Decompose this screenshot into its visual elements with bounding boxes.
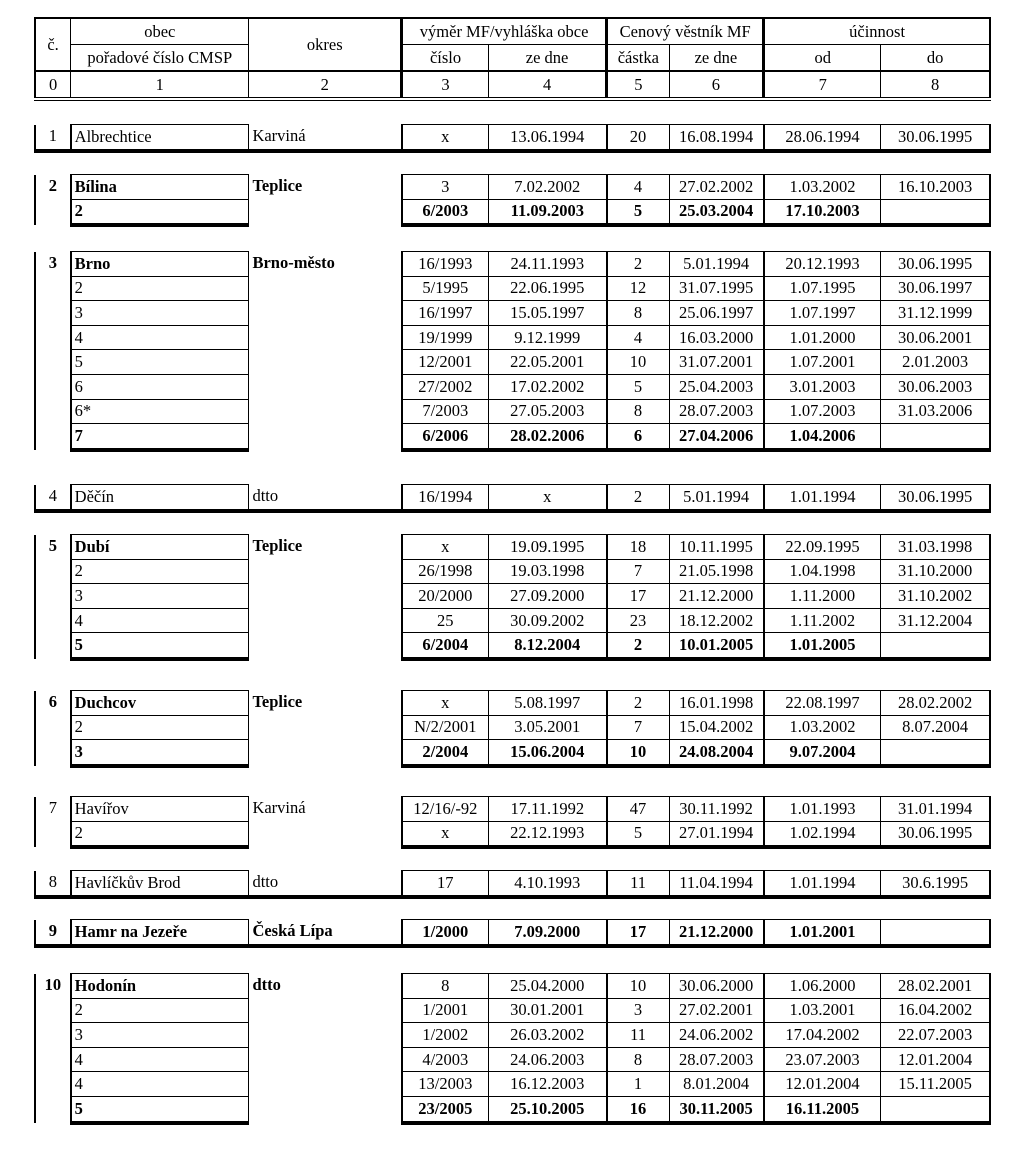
decree-number: 12/2001 [402, 350, 489, 375]
decree-date: 22.06.1995 [489, 276, 607, 301]
valid-to: 31.01.1994 [881, 797, 990, 822]
bulletin-part: 3 [607, 998, 669, 1023]
bulletin-part: 8 [607, 399, 669, 424]
decree-number: 1/2000 [402, 920, 489, 946]
table-row [35, 252, 990, 277]
valid-from: 23.07.2003 [764, 1047, 881, 1072]
municipality-name: Brno [71, 252, 249, 277]
bulletin-part: 10 [607, 350, 669, 375]
decree-number: 6/2003 [402, 199, 489, 225]
bulletin-part: 11 [607, 1023, 669, 1048]
valid-from: 1.07.2003 [764, 399, 881, 424]
sequence-number: 3 [71, 584, 249, 609]
group-number: 2 [35, 175, 71, 226]
bulletin-date: 24.06.2002 [669, 1023, 764, 1048]
header-poradove-cislo: pořadové číslo CMSP [71, 45, 249, 72]
bulletin-date: 25.04.2003 [669, 374, 764, 399]
sequence-number: 2 [71, 559, 249, 584]
bulletin-part: 10 [607, 974, 669, 999]
valid-from: 9.07.2004 [764, 740, 881, 766]
valid-to [881, 920, 990, 946]
valid-from: 17.04.2002 [764, 1023, 881, 1048]
bulletin-part: 5 [607, 821, 669, 847]
valid-from: 1.01.1994 [764, 871, 881, 897]
group-number: 1 [35, 125, 71, 151]
valid-to: 31.12.1999 [881, 301, 990, 326]
decree-date: 15.06.2004 [489, 740, 607, 766]
bulletin-date: 25.06.1997 [669, 301, 764, 326]
valid-from: 1.04.1998 [764, 559, 881, 584]
municipality-name: Havlíčkův Brod [71, 871, 249, 897]
bulletin-date: 30.06.2000 [669, 974, 764, 999]
valid-from: 1.03.2002 [764, 175, 881, 200]
group-table [34, 484, 991, 513]
bulletin-part: 2 [607, 633, 669, 659]
bulletin-part: 23 [607, 608, 669, 633]
table-row [35, 374, 990, 399]
bulletin-date: 5.01.1994 [669, 252, 764, 277]
decree-date: 28.02.2006 [489, 424, 607, 450]
sequence-number: 2 [71, 821, 249, 847]
valid-to: 30.06.2001 [881, 325, 990, 350]
header-od: od [764, 45, 881, 72]
decree-date: 3.05.2001 [489, 715, 607, 740]
table-row [35, 485, 990, 511]
header-index: 3 [402, 71, 489, 99]
valid-from: 1.07.1997 [764, 301, 881, 326]
bulletin-part: 6 [607, 424, 669, 450]
table-row [35, 399, 990, 424]
decree-number: 2/2004 [402, 740, 489, 766]
table-row [35, 584, 990, 609]
group-table [34, 796, 991, 849]
table-row [35, 276, 990, 301]
valid-to: 30.06.1995 [881, 125, 990, 151]
header-ze-dne-2: ze dne [669, 45, 764, 72]
decree-date: 24.06.2003 [489, 1047, 607, 1072]
decree-number: 25 [402, 608, 489, 633]
valid-to: 15.11.2005 [881, 1072, 990, 1097]
bulletin-part: 47 [607, 797, 669, 822]
group-number: 8 [35, 871, 71, 897]
valid-from: 1.11.2002 [764, 608, 881, 633]
group-table [34, 870, 991, 899]
valid-from: 1.02.1994 [764, 821, 881, 847]
valid-to [881, 740, 990, 766]
decree-number: 5/1995 [402, 276, 489, 301]
valid-from: 1.07.2001 [764, 350, 881, 375]
valid-to: 28.02.2001 [881, 974, 990, 999]
table-row [35, 350, 990, 375]
valid-to: 31.10.2002 [881, 584, 990, 609]
decree-date: 25.04.2000 [489, 974, 607, 999]
bulletin-part: 4 [607, 325, 669, 350]
decree-number: 4/2003 [402, 1047, 489, 1072]
valid-from: 1.01.2000 [764, 325, 881, 350]
bulletin-date: 5.01.1994 [669, 485, 764, 511]
table-row [35, 125, 990, 151]
bulletin-part: 18 [607, 535, 669, 560]
decree-date: 17.02.2002 [489, 374, 607, 399]
valid-to: 31.10.2000 [881, 559, 990, 584]
header-index: 1 [71, 71, 249, 99]
municipality-name: Hodonín [71, 974, 249, 999]
table-row [35, 1096, 990, 1122]
valid-from: 1.01.1993 [764, 797, 881, 822]
valid-to: 30.06.1997 [881, 276, 990, 301]
header-ucinnost: účinnost [764, 18, 990, 45]
valid-to: 30.6.1995 [881, 871, 990, 897]
bulletin-date: 25.03.2004 [669, 199, 764, 225]
header-col-number: č. [35, 18, 71, 71]
valid-to [881, 199, 990, 225]
decree-number: x [402, 535, 489, 560]
sequence-number: 3 [71, 1023, 249, 1048]
decree-date: 25.10.2005 [489, 1096, 607, 1122]
group-table [34, 124, 991, 153]
bulletin-date: 27.02.2002 [669, 175, 764, 200]
valid-from: 1.03.2001 [764, 998, 881, 1023]
valid-to: 30.06.1995 [881, 485, 990, 511]
decree-date: 15.05.1997 [489, 301, 607, 326]
bulletin-date: 27.02.2001 [669, 998, 764, 1023]
bulletin-part: 7 [607, 715, 669, 740]
table-row [35, 301, 990, 326]
decree-date: 26.03.2002 [489, 1023, 607, 1048]
decree-number: 16/1994 [402, 485, 489, 511]
valid-to: 16.04.2002 [881, 998, 990, 1023]
sequence-number: 2 [71, 276, 249, 301]
group-number: 9 [35, 920, 71, 946]
bulletin-part: 2 [607, 691, 669, 716]
sequence-number: 5 [71, 350, 249, 375]
municipality-name: Duchcov [71, 691, 249, 716]
bulletin-date: 21.12.2000 [669, 584, 764, 609]
table-row [35, 740, 990, 766]
header-index: 0 [35, 71, 71, 99]
bulletin-part: 2 [607, 252, 669, 277]
bulletin-part: 16 [607, 1096, 669, 1122]
decree-number: 16/1993 [402, 252, 489, 277]
decree-number: 1/2002 [402, 1023, 489, 1048]
group-number: 5 [35, 535, 71, 659]
decree-number: x [402, 691, 489, 716]
decree-date: 13.06.1994 [489, 125, 607, 151]
sequence-number: 6 [71, 374, 249, 399]
valid-to [881, 424, 990, 450]
decree-date: 16.12.2003 [489, 1072, 607, 1097]
group-table [34, 174, 991, 227]
bulletin-part: 20 [607, 125, 669, 151]
group-table [34, 919, 991, 948]
group-number: 6 [35, 691, 71, 766]
table-row [35, 974, 990, 999]
decree-number: 20/2000 [402, 584, 489, 609]
header-index: 7 [764, 71, 881, 99]
bulletin-part: 5 [607, 374, 669, 399]
decree-date: 11.09.2003 [489, 199, 607, 225]
header-index: 5 [607, 71, 669, 99]
valid-from: 1.01.1994 [764, 485, 881, 511]
decree-number: 1/2001 [402, 998, 489, 1023]
district-name: Brno-město [249, 252, 402, 450]
decree-number: x [402, 821, 489, 847]
decree-date: 19.09.1995 [489, 535, 607, 560]
header-index: 6 [669, 71, 764, 99]
header-table [34, 17, 991, 101]
group-number: 4 [35, 485, 71, 511]
decree-date: 8.12.2004 [489, 633, 607, 659]
sequence-number: 4 [71, 1047, 249, 1072]
decree-date: 27.09.2000 [489, 584, 607, 609]
decree-date: 19.03.1998 [489, 559, 607, 584]
decree-date: 4.10.1993 [489, 871, 607, 897]
bulletin-date: 16.08.1994 [669, 125, 764, 151]
bulletin-part: 10 [607, 740, 669, 766]
decree-date: 5.08.1997 [489, 691, 607, 716]
header-castka: částka [607, 45, 669, 72]
valid-from: 12.01.2004 [764, 1072, 881, 1097]
decree-date: 30.09.2002 [489, 608, 607, 633]
municipality-name: Hamr na Jezeře [71, 920, 249, 946]
decree-number: 3 [402, 175, 489, 200]
group-table [34, 973, 991, 1125]
valid-to: 8.07.2004 [881, 715, 990, 740]
header-cenovy-vestnik: Cenový věstník MF [607, 18, 764, 45]
bulletin-date: 10.01.2005 [669, 633, 764, 659]
bulletin-part: 8 [607, 1047, 669, 1072]
decree-number: 17 [402, 871, 489, 897]
district-name: Teplice [249, 175, 402, 226]
table-row [35, 1023, 990, 1048]
district-name: Teplice [249, 535, 402, 659]
district-name: Karviná [249, 125, 402, 151]
valid-to: 2.01.2003 [881, 350, 990, 375]
bulletin-date: 30.11.2005 [669, 1096, 764, 1122]
sequence-number: 4 [71, 608, 249, 633]
valid-to: 30.06.1995 [881, 821, 990, 847]
valid-to: 31.03.1998 [881, 535, 990, 560]
valid-to [881, 1096, 990, 1122]
municipality-name: Albrechtice [71, 125, 249, 151]
bulletin-date: 31.07.2001 [669, 350, 764, 375]
bulletin-part: 12 [607, 276, 669, 301]
table-row [35, 1047, 990, 1072]
bulletin-part: 2 [607, 485, 669, 511]
valid-to: 30.06.1995 [881, 252, 990, 277]
group-number: 10 [35, 974, 71, 1123]
valid-to: 12.01.2004 [881, 1047, 990, 1072]
decree-date: 7.02.2002 [489, 175, 607, 200]
decree-number: 13/2003 [402, 1072, 489, 1097]
valid-from: 1.04.2006 [764, 424, 881, 450]
header-okres: okres [249, 18, 402, 71]
table-row [35, 1072, 990, 1097]
municipality-name: Dubí [71, 535, 249, 560]
valid-to: 31.12.2004 [881, 608, 990, 633]
decree-date: 22.05.2001 [489, 350, 607, 375]
header-index: 8 [881, 71, 990, 99]
table-row [35, 175, 990, 200]
bulletin-part: 7 [607, 559, 669, 584]
bulletin-part: 11 [607, 871, 669, 897]
bulletin-date: 16.03.2000 [669, 325, 764, 350]
header-index: 2 [249, 71, 402, 99]
bulletin-part: 5 [607, 199, 669, 225]
header-ze-dne-1: ze dne [489, 45, 607, 72]
sequence-number: 6* [71, 399, 249, 424]
bulletin-date: 8.01.2004 [669, 1072, 764, 1097]
sequence-number: 2 [71, 199, 249, 225]
district-name: dtto [249, 871, 402, 897]
table-row [35, 691, 990, 716]
group-number: 7 [35, 797, 71, 848]
table-row [35, 325, 990, 350]
municipality-name: Děčín [71, 485, 249, 511]
table-row [35, 633, 990, 659]
valid-from: 3.01.2003 [764, 374, 881, 399]
valid-from: 17.10.2003 [764, 199, 881, 225]
table-row [35, 871, 990, 897]
decree-number: 23/2005 [402, 1096, 489, 1122]
valid-to [881, 633, 990, 659]
valid-from: 1.07.1995 [764, 276, 881, 301]
bulletin-part: 4 [607, 175, 669, 200]
valid-from: 22.08.1997 [764, 691, 881, 716]
bulletin-part: 17 [607, 920, 669, 946]
bulletin-date: 24.08.2004 [669, 740, 764, 766]
sequence-number: 4 [71, 325, 249, 350]
bulletin-date: 15.04.2002 [669, 715, 764, 740]
decree-date: x [489, 485, 607, 511]
bulletin-date: 30.11.1992 [669, 797, 764, 822]
sequence-number: 2 [71, 715, 249, 740]
decree-date: 24.11.1993 [489, 252, 607, 277]
table-row [35, 559, 990, 584]
valid-from: 22.09.1995 [764, 535, 881, 560]
valid-from: 1.03.2002 [764, 715, 881, 740]
decree-number: x [402, 125, 489, 151]
decree-number: 19/1999 [402, 325, 489, 350]
decree-number: 12/16/-92 [402, 797, 489, 822]
bulletin-date: 28.07.2003 [669, 1047, 764, 1072]
group-table [34, 251, 991, 452]
group-table [34, 690, 991, 768]
bulletin-date: 21.12.2000 [669, 920, 764, 946]
decree-date: 9.12.1999 [489, 325, 607, 350]
decree-number: 6/2004 [402, 633, 489, 659]
decree-number: 27/2002 [402, 374, 489, 399]
valid-from: 1.01.2001 [764, 920, 881, 946]
decree-date: 22.12.1993 [489, 821, 607, 847]
header-obec: obec [71, 18, 249, 45]
sequence-number: 2 [71, 998, 249, 1023]
bulletin-part: 8 [607, 301, 669, 326]
decree-number: N/2/2001 [402, 715, 489, 740]
bulletin-date: 16.01.1998 [669, 691, 764, 716]
bulletin-date: 18.12.2002 [669, 608, 764, 633]
valid-to: 30.06.2003 [881, 374, 990, 399]
group-number: 3 [35, 252, 71, 450]
header-vymer: výměr MF/vyhláška obce [402, 18, 607, 45]
bulletin-date: 21.05.1998 [669, 559, 764, 584]
district-name: dtto [249, 974, 402, 1123]
valid-from: 20.12.1993 [764, 252, 881, 277]
decree-date: 17.11.1992 [489, 797, 607, 822]
header-do: do [881, 45, 990, 72]
table-row [35, 535, 990, 560]
table-row [35, 920, 990, 946]
district-name: dtto [249, 485, 402, 511]
bulletin-part: 1 [607, 1072, 669, 1097]
table-row [35, 199, 990, 225]
valid-from: 1.11.2000 [764, 584, 881, 609]
table-row [35, 608, 990, 633]
table-row [35, 998, 990, 1023]
district-name: Teplice [249, 691, 402, 766]
municipality-name: Bílina [71, 175, 249, 200]
bulletin-date: 31.07.1995 [669, 276, 764, 301]
sequence-number: 5 [71, 1096, 249, 1122]
table-row [35, 821, 990, 847]
sequence-number: 3 [71, 740, 249, 766]
sequence-number: 3 [71, 301, 249, 326]
valid-to: 22.07.2003 [881, 1023, 990, 1048]
decree-date: 27.05.2003 [489, 399, 607, 424]
table-row [35, 797, 990, 822]
table-row [35, 424, 990, 450]
decree-date: 30.01.2001 [489, 998, 607, 1023]
bulletin-part: 17 [607, 584, 669, 609]
decree-number: 6/2006 [402, 424, 489, 450]
valid-to: 16.10.2003 [881, 175, 990, 200]
header-cislo: číslo [402, 45, 489, 72]
group-table [34, 534, 991, 661]
valid-to: 28.02.2002 [881, 691, 990, 716]
valid-from: 28.06.1994 [764, 125, 881, 151]
header-index: 4 [489, 71, 607, 99]
decree-number: 8 [402, 974, 489, 999]
district-name: Česká Lípa [249, 920, 402, 946]
district-name: Karviná [249, 797, 402, 848]
decree-number: 7/2003 [402, 399, 489, 424]
sequence-number: 4 [71, 1072, 249, 1097]
decree-number: 16/1997 [402, 301, 489, 326]
decree-date: 7.09.2000 [489, 920, 607, 946]
valid-to: 31.03.2006 [881, 399, 990, 424]
valid-from: 1.06.2000 [764, 974, 881, 999]
bulletin-date: 27.04.2006 [669, 424, 764, 450]
decree-number: 26/1998 [402, 559, 489, 584]
sequence-number: 7 [71, 424, 249, 450]
valid-from: 1.01.2005 [764, 633, 881, 659]
sequence-number: 5 [71, 633, 249, 659]
valid-from: 16.11.2005 [764, 1096, 881, 1122]
municipality-name: Havířov [71, 797, 249, 822]
bulletin-date: 27.01.1994 [669, 821, 764, 847]
table-row [35, 715, 990, 740]
bulletin-date: 10.11.1995 [669, 535, 764, 560]
bulletin-date: 28.07.2003 [669, 399, 764, 424]
bulletin-date: 11.04.1994 [669, 871, 764, 897]
